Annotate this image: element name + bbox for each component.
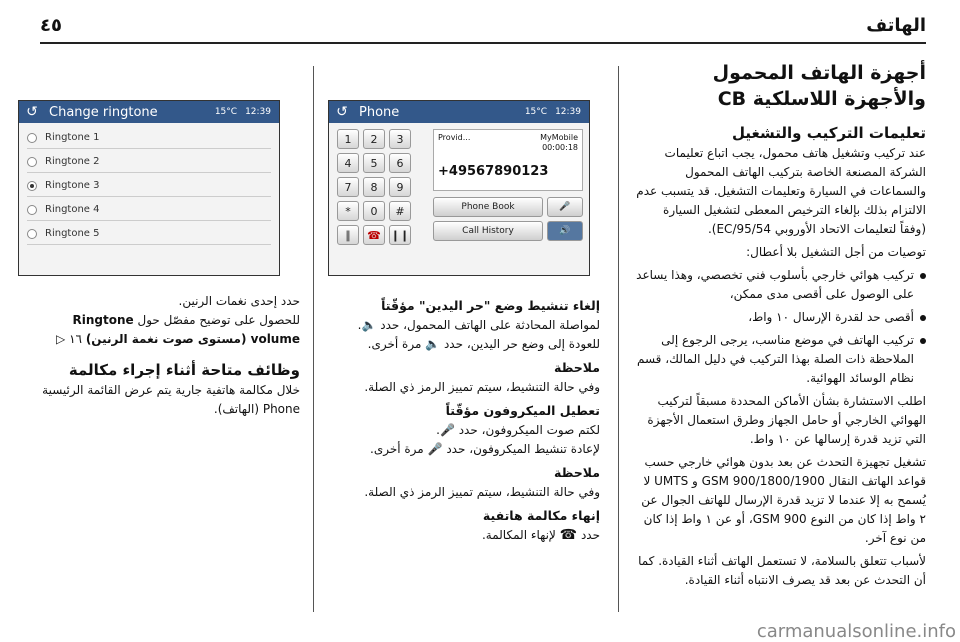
paragraph: لمواصلة المحادثة على الهاتف المحمول، حدد 🔈. xyxy=(357,318,600,332)
radio-icon xyxy=(27,205,37,215)
paragraph: اطلب الاستشارة بشأن الأماكن المحددة مسبقاً لتركيب الهوائي الخارجي أو حامل الجهاز وطرق استعمال الأجهزة التي تزيد قدرة إرسالها عن ١٠ واط. xyxy=(647,394,926,446)
keypad-key[interactable]: 6 xyxy=(389,153,411,173)
arrow-icon: ▷ xyxy=(56,332,66,346)
note-label: ملاحظة xyxy=(554,360,600,375)
paragraph: لكتم صوت الميكروفون، حدد 🎤. xyxy=(436,423,600,437)
ringtone-option[interactable]: Ringtone 2 xyxy=(27,151,271,173)
keypad-key[interactable]: 2 xyxy=(363,129,385,149)
bullet-icon xyxy=(920,273,926,279)
keypad-key[interactable]: * xyxy=(337,201,359,221)
phone-number: +49567890123 xyxy=(438,164,549,179)
paragraph: للعودة إلى وضع حر اليدين، حدد 🔈 مرة أخرى. xyxy=(367,337,600,351)
keypad-key[interactable]: 0 xyxy=(363,201,385,221)
keypad-key[interactable]: 4 xyxy=(337,153,359,173)
paragraph: للحصول على توضيح مفصّل حول Ringtone volume (مستوى صوت نغمة الرنين) ١٦ ▷ xyxy=(56,313,300,346)
bullet-item: تركيب هوائي خارجي بأسلوب فني تخصصي، وهذا يساعد على الوصول على أقصى مدى ممكن، xyxy=(634,266,926,304)
paragraph: حدد ☎ لإنهاء المكالمة. xyxy=(481,527,600,543)
section-heading: أجهزة الهاتف المحمول والأجهزة اللاسلكية CB xyxy=(712,62,926,110)
call-duration: 00:00:18 xyxy=(542,143,578,152)
temperature: 15°C xyxy=(214,107,238,117)
back-icon[interactable]: ↺ xyxy=(336,104,348,120)
bullet-item: أقصى حد لقدرة الإرسال ١٠ واط، xyxy=(634,308,926,327)
hold-icon[interactable]: ❙❙ xyxy=(389,225,411,245)
page-number: ٤٥ xyxy=(40,15,62,36)
ringtone-option[interactable]: Ringtone 3 xyxy=(27,175,271,197)
subheading: تعليمات التركيب والتشغيل xyxy=(732,124,926,142)
device-name: MyMobile xyxy=(540,133,578,142)
column-divider xyxy=(313,66,314,612)
keypad-key[interactable]: 9 xyxy=(389,177,411,197)
paragraph: توصيات من أجل التشغيل بلا أعطال: xyxy=(746,245,926,259)
back-icon[interactable]: ↺ xyxy=(26,104,38,120)
section-heading: إلغاء تنشيط وضع "حر اليدين" مؤقّتاً xyxy=(381,298,600,313)
ringtone-list xyxy=(19,123,279,275)
paragraph: خلال مكالمة هاتفية جارية يتم عرض القائمة الرئيسية Phone (الهاتف). xyxy=(42,383,300,416)
phone-book-button[interactable]: Phone Book xyxy=(433,197,543,217)
speaker-icon: 🔈 xyxy=(361,318,377,332)
speaker-icon[interactable]: 🔊 xyxy=(547,221,583,241)
temperature: 15°C xyxy=(524,107,548,117)
page-title: الهاتف xyxy=(866,15,926,36)
clock: 12:39 xyxy=(555,107,581,117)
section-heading: وظائف متاحة أثناء إجراء مكالمة xyxy=(68,361,300,379)
screen-title: Phone xyxy=(359,104,400,120)
phone-topbar xyxy=(329,101,589,123)
left-column xyxy=(24,292,300,419)
ringtone-option[interactable]: Ringtone 4 xyxy=(27,199,271,221)
call-info-panel xyxy=(433,129,583,191)
keypad-key[interactable]: 5 xyxy=(363,153,385,173)
bullet-item: تركيب الهاتف في موضع مناسب، يرجى الرجوع إلى الملاحظة ذات الصلة بهذا التركيب في دليل المالك، قسم نظام الوسائد الهوائية. xyxy=(634,331,926,388)
speaker-icon: 🔈 xyxy=(425,337,441,351)
paragraph: لإعادة تنشيط الميكروفون، حدد 🎤 مرة أخرى. xyxy=(370,442,600,456)
section-heading: تعطيل الميكروفون مؤقّتاً xyxy=(445,403,600,418)
middle-column xyxy=(324,292,600,545)
bullet-icon xyxy=(920,315,926,321)
radio-icon xyxy=(27,133,37,143)
paragraph: حدد إحدى نغمات الرنين. xyxy=(178,294,300,308)
microphone-icon: 🎤 xyxy=(427,442,443,456)
end-call-icon[interactable]: ☎ xyxy=(363,225,385,245)
pause-icon[interactable]: ∥ xyxy=(337,225,359,245)
radio-icon xyxy=(27,229,37,239)
paragraph: عند تركيب وتشغيل هاتف محمول، يجب اتباع تعليمات الشركة المصنعة الخاصة بتركيب الهاتف المحمول والسماعات في السيارة وتعليمات التشغيل. قد يتسبب عدم الالتزام بذلك بإلغاء الترخيص المعطى لتشغيل السيارة (وفقاً لتعليمات الاتحاد الأوروبي 95/54/EC). xyxy=(636,146,926,236)
keypad-key[interactable]: 8 xyxy=(363,177,385,197)
clock: 12:39 xyxy=(245,107,271,117)
bullet-icon xyxy=(920,338,926,344)
note-text: وفي حالة التنشيط، سيتم تمييز الرمز ذي الصلة. xyxy=(364,485,600,499)
section-heading: إنهاء مكالمة هاتفية xyxy=(482,508,600,523)
note-text: وفي حالة التنشيط، سيتم تمييز الرمز ذي الصلة. xyxy=(364,380,600,394)
keypad-key[interactable]: 3 xyxy=(389,129,411,149)
microphone-mute-icon[interactable]: 🎤 xyxy=(547,197,583,217)
note-label: ملاحظة xyxy=(554,465,600,480)
page-header xyxy=(40,14,926,44)
keypad-key[interactable]: 1 xyxy=(337,129,359,149)
screen-title: Change ringtone xyxy=(49,104,158,120)
watermark: carmanualsonline.info xyxy=(756,621,956,642)
call-history-button[interactable]: Call History xyxy=(433,221,543,241)
column-divider xyxy=(618,66,619,612)
radio-selected-icon xyxy=(27,181,37,191)
phone-screenshot xyxy=(328,100,590,276)
ringtone-screen xyxy=(18,100,280,276)
ringtone-topbar xyxy=(19,101,279,123)
phone-body xyxy=(329,123,589,275)
ringtone-option[interactable]: Ringtone 5 xyxy=(27,223,271,245)
end-call-icon: ☎ xyxy=(559,527,578,543)
ringtone-option[interactable]: Ringtone 1 xyxy=(27,127,271,149)
microphone-icon: 🎤 xyxy=(439,423,455,437)
radio-icon xyxy=(27,157,37,167)
keypad-key[interactable]: 7 xyxy=(337,177,359,197)
paragraph: تشغيل تجهيزة التحدث عن بعد بدون هوائي خارجي حسب قواعد الهاتف النقال GSM 900/1800/1900 و UMTS لا يُسمح به إلا عندما لا تزيد قدرة الإرسال للهاتف الجوال عن ٢ واط إذا كان من النوع GSM 900، أو عن ١ واط إذا كان من نوع آخر. xyxy=(641,455,926,545)
paragraph: لأسباب تتعلق بالسلامة، لا تستعمل الهاتف أثناء القيادة. كما أن التحدث عن بعد قد يصرف الانتباه أثناء القيادة. xyxy=(638,554,926,587)
keypad-key[interactable]: # xyxy=(389,201,411,221)
provider-name: Provid... xyxy=(438,133,471,142)
right-column xyxy=(634,60,926,590)
